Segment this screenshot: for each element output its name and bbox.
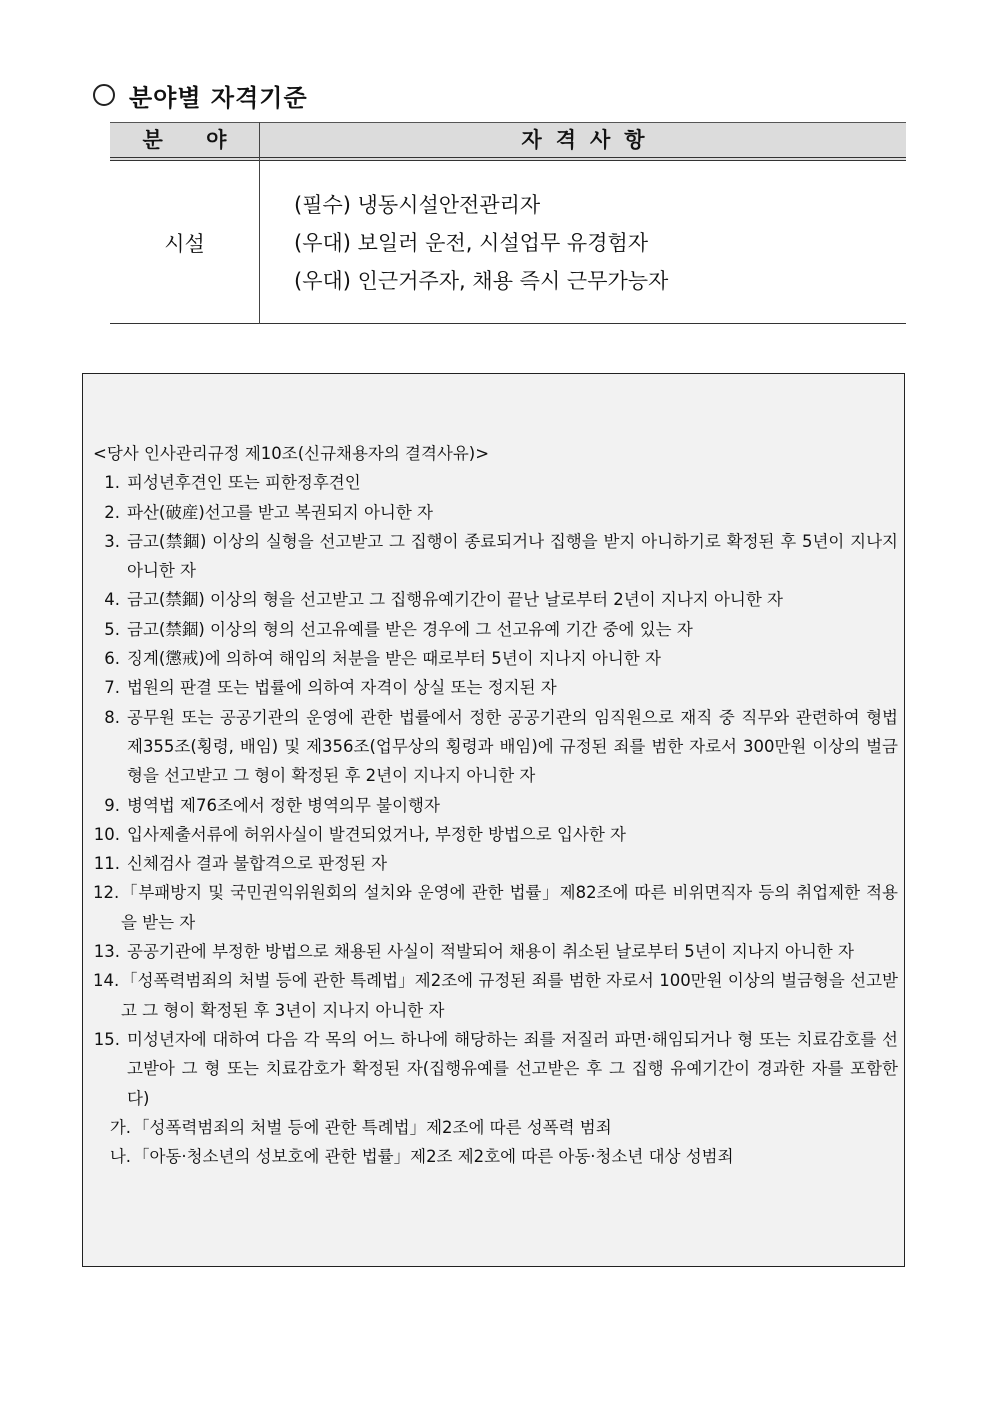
- item-text: 「성폭력범죄의 처벌 등에 관한 특례법」제2조에 따른 성폭력 범죄: [133, 1117, 612, 1137]
- table-header: [110, 122, 906, 161]
- requirement-line: (우대) 보일러 운전, 시설업무 유경험자: [294, 231, 649, 255]
- item-text: 법원의 판결 또는 법률에 의하여 자격이 상실 또는 정지된 자: [127, 678, 557, 698]
- item-number: 1.: [104, 473, 120, 493]
- item-text: 입사제출서류에 허위사실이 발견되었거나, 부정한 방법으로 입사한 자: [127, 824, 626, 844]
- item-number: 나.: [109, 1147, 131, 1167]
- requirements-cell: [294, 186, 668, 300]
- item-text: 금고(禁錮) 이상의 실형을 선고받고 그 집행이 종료되거나 집행을 받지 아니하기로 확정된 후 5년이 지나지 아니한 자: [127, 531, 898, 581]
- list-item: [93, 937, 898, 966]
- requirements-header: 자격사항: [521, 128, 659, 152]
- item-number: 3.: [104, 531, 120, 551]
- item-number: 10.: [93, 824, 120, 844]
- list-item: [93, 849, 898, 878]
- circle-bullet-icon: [93, 84, 115, 106]
- section-title: 분야별 자격기준: [129, 83, 308, 112]
- item-number: 8.: [104, 707, 120, 727]
- item-text: 「성폭력범죄의 처벌 등에 관한 특례법」제2조에 규정된 죄를 범한 자로서 100만원 이상의 벌금형을 선고받고 그 형이 확정된 후 3년이 지나지 아니한 자: [121, 971, 898, 1020]
- item-text: 공무원 또는 공공기관의 운영에 관한 법률에서 정한 공공기관의 임직원으로 재직 중 직무와 관련하여 형법 제355조(횡령, 배임) 및 제356조(업무상의 횡령과 배임)에 규정된 죄를 범한 자로서 300만원 이상의 벌금형을 선고받고 그 형이 확정된 후 2년이 지나지 아니한 자: [127, 707, 898, 786]
- regulation-content: [93, 439, 898, 1171]
- list-item: [93, 966, 898, 1025]
- table-row: [110, 166, 906, 324]
- item-number: 13.: [93, 942, 120, 962]
- item-number: 가.: [109, 1117, 131, 1137]
- item-number: 9.: [104, 795, 120, 815]
- item-text: 금고(禁錮) 이상의 형의 선고유예를 받은 경우에 그 선고유예 기간 중에 있는 자: [127, 619, 693, 639]
- list-item: [93, 1113, 898, 1142]
- list-item: [93, 585, 898, 614]
- item-text: 「아동·청소년의 성보호에 관한 법률」제2조 제2호에 따른 아동·청소년 대상 성범죄: [133, 1147, 734, 1167]
- item-text: 병역법 제76조에서 정한 병역의무 불이행자: [127, 795, 440, 815]
- item-number: 12.: [93, 883, 120, 903]
- item-number: 11.: [93, 854, 120, 874]
- item-text: 「부패방지 및 국민권익위원회의 설치와 운영에 관한 법률」제82조에 따른 비위면직자 등의 취업제한 적용을 받는 자: [121, 883, 898, 932]
- list-item: [93, 878, 898, 937]
- item-number: 2.: [104, 502, 120, 522]
- item-number: 6.: [104, 649, 120, 669]
- section-heading: [93, 78, 308, 112]
- column-divider: [259, 122, 260, 324]
- list-item: [93, 791, 898, 820]
- requirement-line: (우대) 인근거주자, 채용 즉시 근무가능자: [294, 269, 669, 293]
- requirement-line: (필수) 냉동시설안전관리자: [294, 193, 541, 217]
- item-text: 공공기관에 부정한 방법으로 채용된 사실이 적발되어 채용이 취소된 날로부터 5년이 지나지 아니한 자: [127, 942, 854, 962]
- item-text: 파산(破産)선고를 받고 복권되지 아니한 자: [127, 502, 433, 522]
- item-text: 징계(懲戒)에 의하여 해임의 처분을 받은 때로부터 5년이 지나지 아니한 자: [127, 649, 661, 669]
- item-number: 4.: [104, 590, 120, 610]
- item-text: 피성년후견인 또는 피한정후견인: [127, 473, 361, 493]
- regulation-title: <당사 인사관리규정 제10조(신규채용자의 결격사유)>: [93, 444, 490, 463]
- list-item: [93, 527, 898, 586]
- list-item: [93, 1142, 898, 1171]
- item-text: 신체검사 결과 불합격으로 판정된 자: [127, 854, 388, 874]
- item-number: 7.: [104, 678, 120, 698]
- list-item: [93, 468, 898, 497]
- list-item: [93, 615, 898, 644]
- item-number: 14.: [93, 971, 120, 991]
- field-header: 분 야: [142, 128, 245, 152]
- item-number: 5.: [104, 619, 120, 639]
- item-text: 금고(禁錮) 이상의 형을 선고받고 그 집행유예기간이 끝난 날로부터 2년이 지나지 아니한 자: [127, 590, 783, 610]
- item-number: 15.: [93, 1029, 120, 1049]
- qualification-table: [110, 122, 906, 324]
- item-text: 미성년자에 대하여 다음 각 목의 어느 하나에 해당하는 죄를 저질러 파면·해임되거나 형 또는 치료감호를 선고받아 그 형 또는 치료감호가 확정된 자(집행유예를 선고받은 후 그 집행 유예기간이 경과한 자를 포함한다): [127, 1029, 898, 1108]
- list-item: [93, 1025, 898, 1113]
- list-item: [93, 703, 898, 791]
- list-item: [93, 498, 898, 527]
- regulation-box: [82, 373, 905, 1267]
- field-cell: 시설: [164, 232, 205, 256]
- list-item: [93, 673, 898, 702]
- list-item: [93, 820, 898, 849]
- list-item: [93, 644, 898, 673]
